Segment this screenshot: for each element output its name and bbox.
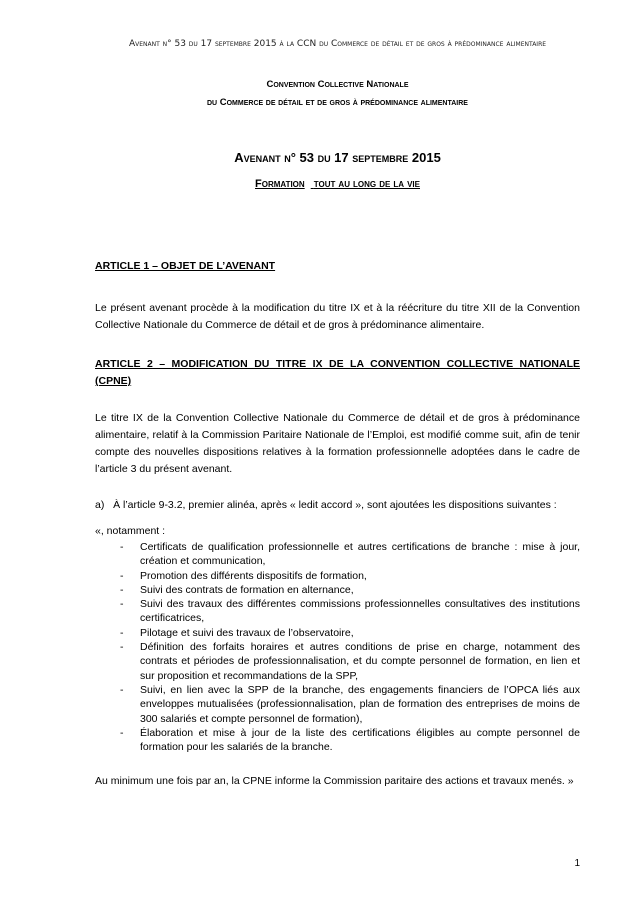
list-item: - Définition des forfaits horaires et autres conditions de prise en charge, notamment des contrats et périodes de professionnalisation, et du compte personnel de formation, en lien et sur proposition et recommandations de la SPP, [120, 641, 580, 682]
dash-bullet: - [120, 626, 124, 639]
list-item: - Élaboration et mise à jour de la liste des certifications éligibles au compte personnel de formation pour les salariés de la branche. [120, 726, 580, 754]
dash-bullet: - [120, 683, 124, 696]
article-1-heading: ARTICLE 1 – OBJET DE L’AVENANT [95, 260, 276, 272]
dash-bullet: - [120, 726, 124, 739]
amendment-subtitle [95, 178, 580, 190]
list-item: - Pilotage et suivi des travaux de l’observatoire, [120, 626, 354, 639]
closing-paragraph: Au minimum une fois par an, la CPNE informe la Commission paritaire des actions et travaux menés. » [95, 775, 574, 787]
dash-bullet: - [120, 583, 124, 596]
article-2-heading-cont: (CPNE) [95, 375, 132, 387]
dash-bullet: - [120, 598, 124, 611]
list-item: - Promotion des différents dispositifs de formation, [120, 569, 367, 582]
subtitle-part-2: tout au long de la vie [313, 178, 420, 190]
page-number: 1 [574, 858, 580, 869]
article-2-heading: ARTICLE 2 – MODIFICATION DU TITRE IX DE LA CONVENTION COLLECTIVE NATIONALE [95, 358, 580, 370]
quote-intro: «, notamment : [95, 525, 166, 537]
list-item: - Suivi des travaux des différentes commissions professionnelles consultatives des institutions certificatrices, [120, 598, 580, 625]
title-line-1: Convention Collective Nationale [266, 79, 409, 90]
article-1-body: Le présent avenant procède à la modification du titre IX et à la réécriture du titre XII de la Convention Collective Nationale du Commerce de détail et de gros à prédominance alimentaire. [95, 302, 580, 331]
list-item: - Certificats de qualification professionnelle et autres certifications de branche : mise à jour, création et communication, [120, 541, 580, 568]
dash-bullet: - [120, 641, 124, 654]
subtitle-part-1: Formation [255, 178, 305, 190]
dash-bullet: - [120, 541, 124, 553]
provisions-list [95, 540, 580, 754]
amendment-title: Avenant n° 53 du 17 septembre 2015 [234, 150, 441, 165]
running-header: Avenant n° 53 du 17 septembre 2015 à la CCN du Commerce de détail et de gros à prédominance alimentaire [128, 39, 547, 49]
list-item: - Suivi des contrats de formation en alternance, [120, 583, 354, 596]
point-a: a) À l’article 9-3.2, premier alinéa, après « ledit accord », sont ajoutées les dispositions suivantes : [95, 499, 557, 511]
article-2-body: Le titre IX de la Convention Collective Nationale du Commerce de détail et de gros à prédominance alimentaire, relatif à la Commission Paritaire Nationale de l’Emploi, est modifié comme suit, afin de tenir compte des nouvelles dispositions relatives à la formation professionnelle adoptées dans le cadre de l’article 3 du présent avenant. [95, 412, 580, 475]
dash-bullet: - [120, 569, 124, 582]
title-line-2: du Commerce de détail et de gros à prédominance alimentaire [207, 97, 468, 108]
list-item: - Suivi, en lien avec la SPP de la branche, des engagements financiers de l’OPCA liés aux enveloppes mutualisées (professionnalisation, plan de formation des entreprises de moins de 300 salariés et compte personnel de formation), [120, 683, 580, 725]
